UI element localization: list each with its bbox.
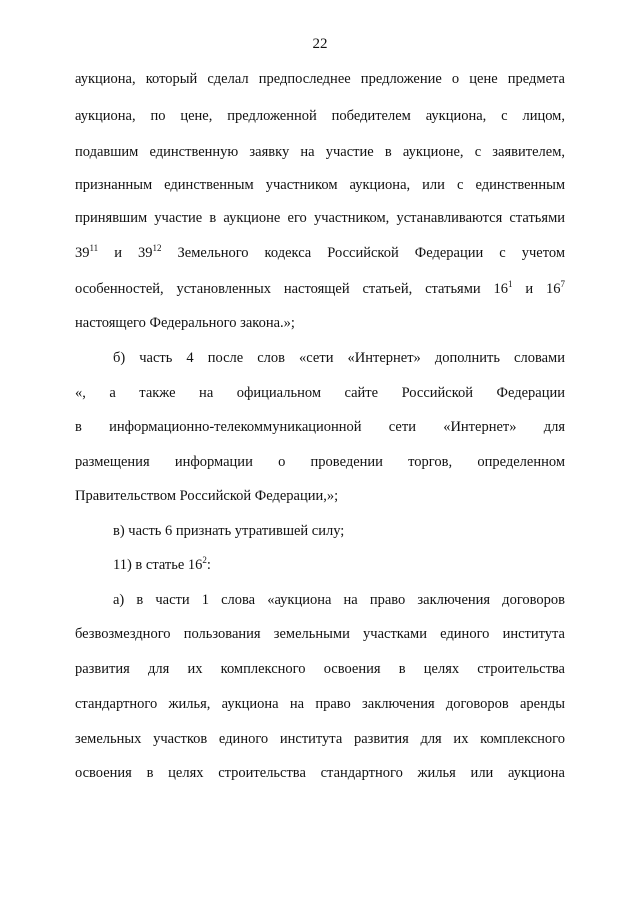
text-line: развития для их комплексного освоения в целях строительства [75, 661, 565, 677]
text-line [75, 243, 565, 263]
text-run: 11) в статье 16 [113, 557, 203, 573]
text-run: и 39 [98, 245, 153, 261]
superscript: 11 [89, 243, 99, 253]
text-line: аукциона, по цене, предложенной победителем аукциона, с лицом, [75, 108, 565, 124]
text-line: освоения в целях строительства стандартного жилья или аукциона [75, 765, 565, 781]
text-line: размещения информации о проведении торгов, определенном [75, 454, 565, 470]
text-line: подавшим единственную заявку на участие в аукционе, с заявителем, [75, 144, 565, 160]
text-line: в информационно-телекоммуникационной сети «Интернет» для [75, 419, 565, 435]
text-line: аукциона, который сделал предпоследнее предложение о цене предмета [75, 71, 565, 87]
text-run: и 16 [512, 281, 561, 297]
text-line: «, а также на официальном сайте Российской Федерации [75, 385, 565, 401]
page-number: 22 [312, 36, 328, 52]
text-line: безвозмездного пользования земельными участками единого института [75, 626, 565, 642]
paragraph-first-line: а) в части 1 слова «аукциона на право заключения договоров [113, 592, 565, 608]
text-run: особенностей, установленных настоящей статьей, статьями 16 [75, 281, 509, 297]
text-run: : [206, 557, 211, 573]
text-line: принявшим участие в аукционе его участником, устанавливаются статьями [75, 210, 565, 226]
text-line: земельных участков единого института развития для их комплексного [75, 731, 565, 747]
text-run: 39 [75, 245, 90, 261]
text-line: настоящего Федерального закона.»; [75, 315, 295, 331]
text-run: Земельного кодекса Российской Федерации с учетом [161, 245, 566, 261]
paragraph-first-line: в) часть 6 признать утратившей силу; [113, 523, 345, 539]
paragraph-first-line: б) часть 4 после слов «сети «Интернет» дополнить словами [113, 350, 565, 366]
text-line: стандартного жилья, аукциона на право заключения договоров аренды [75, 696, 565, 712]
text-line [75, 279, 565, 299]
superscript: 7 [560, 279, 565, 289]
superscript: 2 [202, 555, 207, 565]
paragraph-first-line [113, 555, 565, 575]
text-line: признанным единственным участником аукциона, или с единственным [75, 177, 565, 193]
superscript: 1 [508, 279, 513, 289]
superscript: 12 [152, 243, 162, 253]
text-line: Правительством Российской Федерации,»; [75, 488, 339, 504]
